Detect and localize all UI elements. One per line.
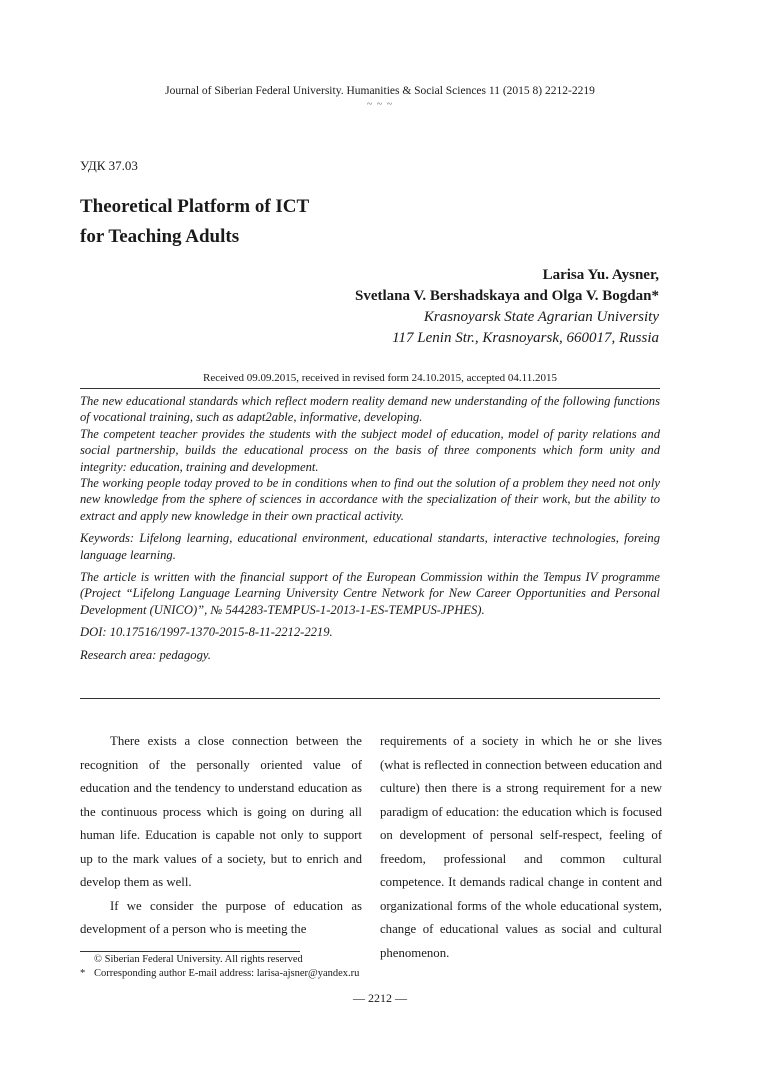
body-paragraph: requirements of a society in which he or she lives (what is reflected in connection between education and culture) then there is a strong requirement for a new paradigm of education: the education which is focused on development of personal self-respect, feeling of freedom, professional and common cultural competence. It demands radical change in content and organizational forms of the whole educational system, change of educational values as social and cultural phenomenon.	[380, 734, 662, 960]
author-line-2: Svetlana V. Bershadskaya and Olga V. Bogdan*	[355, 288, 659, 304]
abstract-bottom-rule	[80, 698, 660, 699]
title-line-2: for Teaching Adults	[80, 226, 240, 247]
footnote-star: *	[80, 968, 86, 979]
abstract-top-rule	[80, 388, 660, 389]
copyright-text: © Siberian Federal University. All rights reserved	[94, 954, 303, 965]
corresponding-email: Corresponding author E-mail address: larisa-ajsner@yandex.ru	[94, 968, 360, 979]
affiliation: Krasnoyarsk State Agrarian University	[423, 309, 659, 325]
title-line-1: Theoretical Platform of ICT	[80, 196, 310, 217]
author-block	[99, 265, 659, 349]
body-column-left	[80, 730, 362, 942]
abstract-paragraph-2: The competent teacher provides the students with the subject model of education, model of parity relations and social partnership, builds the educational process on the basis of three components which form unity and integrity: education, training and development.	[80, 426, 660, 474]
received-dates: Received 09.09.2015, received in revised form 24.10.2015, accepted 04.11.2015	[203, 372, 557, 384]
keywords: Keywords: Lifelong learning, educational environment, educational standarts, interactive technologies, foreing language learning.	[80, 531, 660, 562]
address: 117 Lenin Str., Krasnoyarsk, 660017, Russia	[392, 330, 659, 346]
udk-code: УДК 37.03	[80, 158, 138, 173]
article-title	[80, 192, 309, 252]
header-ornament: ~ ~ ~	[366, 99, 394, 110]
abstract-paragraph-3: The working people today proved to be in conditions when to find out the solution of a problem they need not only new knowledge from the sphere of sciences in accordance with the specialization of their work, but the ability to extract and apply new knowledge in their own practical activity.	[80, 476, 660, 523]
author-line-1: Larisa Yu. Aysner,	[542, 267, 659, 283]
page-number: — 2212 —	[353, 991, 407, 1005]
journal-header: Journal of Siberian Federal University. Humanities & Social Sciences 11 (2015 8) 2212-2219	[165, 85, 595, 97]
body-column-right	[380, 730, 662, 965]
footnote-corresponding	[80, 968, 359, 979]
body-paragraph: There exists a close connection between the recognition of the personally oriented value of education and the tendency to understand education as the continuous process which is going on during all human life. Education is capable not only to support up to the mark values of a society, but to enrich and develop them as well.	[80, 734, 362, 889]
doi: DOI: 10.17516/1997-1370-2015-8-11-2212-2219.	[80, 625, 333, 640]
abstract-paragraph-1: The new educational standards which reflect modern reality demand new understanding of the following functions of vocational training, such as adapt2able, informative, developing.	[80, 394, 660, 425]
funding-note: The article is written with the financial support of the European Commission within the Tempus IV programme (Project “Lifelong Language Learning University Centre Network for New Career Opportunities and Personal Development (UNICO)”, № 544283-TEMPUS-1-2013-1-ES-TEMPUS-JPHES).	[80, 570, 660, 617]
body-paragraph: If we consider the purpose of education as development of a person who is meeting the	[80, 898, 362, 936]
footnote-copyright	[80, 954, 303, 965]
abstract	[80, 393, 660, 663]
research-area: Research area: pedagogy.	[80, 647, 211, 662]
footnote-rule	[80, 951, 300, 952]
